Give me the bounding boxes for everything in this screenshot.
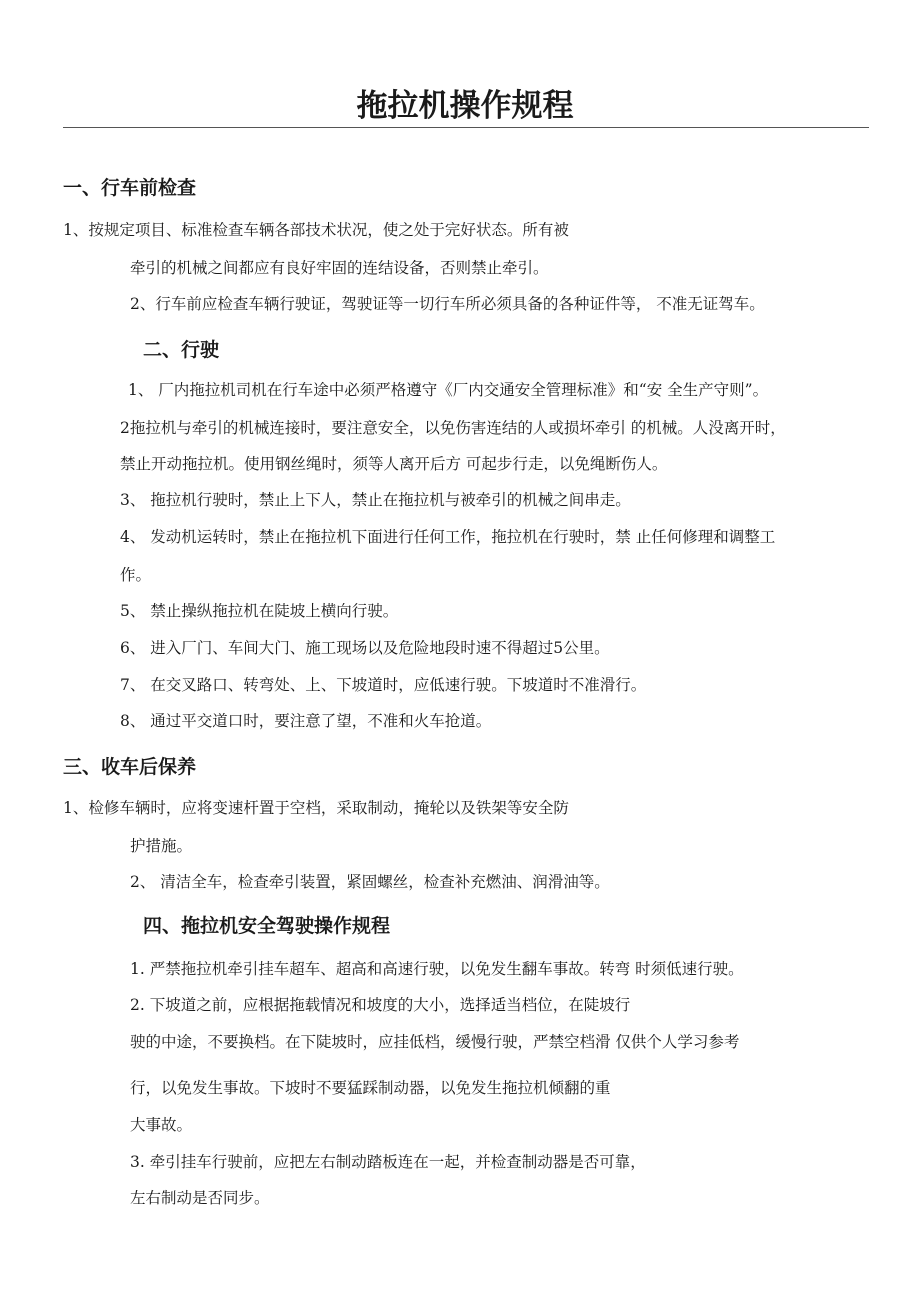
s1-item-2: 2、行车前应检查车辆行驶证，驾驶证等一切行车所必须具备的各种证件等， 不准无证驾车。 xyxy=(130,295,765,313)
document-title: 拖拉机操作规程 xyxy=(356,88,574,124)
s3-item-2: 2、 清洁全车，检查牵引装置，紧固螺丝，检查补充燃油、润滑油等。 xyxy=(130,873,610,891)
s2-item-6: 6、 进入厂门、车间大门、施工现场以及危险地段时速不得超过5公里。 xyxy=(120,639,610,657)
s2-item-4-line-2: 作。 xyxy=(120,566,152,584)
s2-item-1: 1、 厂内拖拉机司机在行车途中必须严格遵守《厂内交通安全管理标准》和“安 全生产守则”。 xyxy=(128,381,769,399)
s2-item-5: 5、 禁止操纵拖拉机在陡坡上横向行驶。 xyxy=(120,602,399,620)
s4-item-1: 1. 严禁拖拉机牵引挂车超车、超高和高速行驶，以免发生翻车事故。转弯 时须低速行驶。 xyxy=(130,960,744,978)
s2-item-8: 8、 通过平交道口时，要注意了望，不准和火车抢道。 xyxy=(120,712,492,730)
s4-item-3-line-2: 左右制动是否同步。 xyxy=(130,1189,270,1207)
s4-item-2-line-1: 2. 下坡道之前，应根据拖载情况和坡度的大小，选择适当档位，在陡坡行 xyxy=(130,996,631,1014)
section-2-heading: 二、行驶 xyxy=(143,339,220,361)
s2-item-2-line-1: 2拖拉机与牵引的机械连接时，要注意安全，以免伤害连结的人或损坏牵引 的机械。人没离开时， xyxy=(120,419,786,437)
s3-item-1-line-1: 1、检修车辆时，应将变速杆置于空档，采取制动，掩轮以及铁架等安全防 xyxy=(63,799,569,817)
section-4-heading: 四、拖拉机安全驾驶操作规程 xyxy=(143,915,391,937)
s4-item-3-line-1: 3. 牵引挂车行驶前，应把左右制动踏板连在一起，并检查制动器是否可靠， xyxy=(130,1153,646,1171)
s4-item-2-line-4: 大事故。 xyxy=(130,1116,193,1134)
section-1-heading: 一、行车前检查 xyxy=(63,177,197,199)
s2-item-4-line-1: 4、 发动机运转时，禁止在拖拉机下面进行任何工作，拖拉机在行驶时，禁 止任何修理和调整工 xyxy=(120,528,776,546)
s4-item-2-line-3: 行，以免发生事故。下坡时不要猛踩制动器，以免发生拖拉机倾翻的重 xyxy=(130,1079,611,1097)
s4-item-2-line-2: 驶的中途，不要换档。在下陡坡时，应挂低档，缓慢行驶，严禁空档滑 仅供个人学习参考 xyxy=(130,1033,740,1051)
s1-item-1-line-1: 1、按规定项目、标准检查车辆各部技术状况，使之处于完好状态。所有被 xyxy=(63,221,569,239)
s3-item-1-line-2: 护措施。 xyxy=(130,837,193,855)
title-divider xyxy=(63,127,869,128)
s1-item-1-line-2: 牵引的机械之间都应有良好牢固的连结设备，否则禁止牵引。 xyxy=(130,259,549,277)
section-3-heading: 三、收车后保养 xyxy=(63,756,197,778)
s2-item-3: 3、 拖拉机行驶时，禁止上下人，禁止在拖拉机与被牵引的机械之间串走。 xyxy=(120,491,631,509)
s2-item-7: 7、 在交叉路口、转弯处、上、下坡道时，应低速行驶。下坡道时不准滑行。 xyxy=(120,676,647,694)
s2-item-2-line-2: 禁止开动拖拉机。使用钢丝绳时，须等人离开后方 可起步行走，以免绳断伤人。 xyxy=(120,455,668,473)
